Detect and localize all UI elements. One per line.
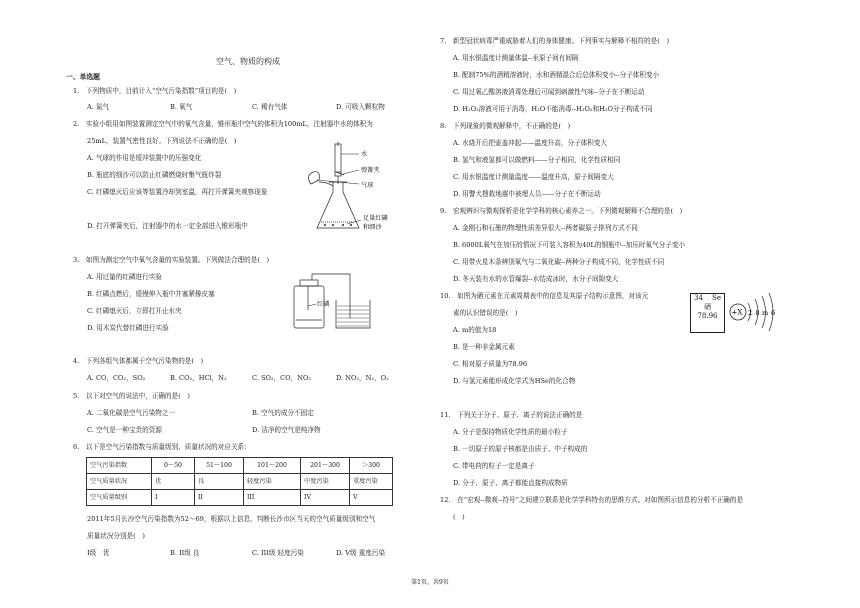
- page-title: 空气、物质的构成: [216, 57, 280, 66]
- shell-1: 2: [748, 309, 753, 317]
- table-row: [87, 458, 393, 474]
- q11-option-d: D. 分子、原子、离子都能直接构成物质: [453, 479, 568, 487]
- table-cell: IV: [301, 490, 350, 506]
- table-cell: II: [195, 490, 244, 506]
- syringe-icon: [335, 142, 341, 176]
- balloon-icon: [308, 172, 333, 186]
- q12-stem-line2: ( ): [453, 513, 465, 521]
- q9-option-a: A. 金刚石和石墨的物理性质差异很大--两者碳原子排列方式不同: [453, 224, 638, 232]
- q1-option-d: D. 可吸入颗粒物: [336, 103, 385, 111]
- table-cell: 空气污染指数: [87, 458, 152, 474]
- q12-stem-line1: 12. 在“宏观--微观--符号”之间建立联系是化学学科特有的思维方式。对如图所示信息的分析不正确的是: [440, 496, 744, 504]
- q5-option-c: C. 空气是一种宝贵的资源: [87, 426, 162, 434]
- q6-text-line1: 2011年5月长沙空气污染指数为52～69，根据以上信息，判断长沙市区当天的空气质量级别和空气: [87, 515, 376, 523]
- q11-option-c: C. 带电荷的粒子一定是离子: [453, 462, 535, 470]
- q5-option-b: B. 空气的成分不固定: [252, 409, 314, 417]
- q10-option-a: A. m的值为18: [453, 326, 497, 334]
- page-footer: 第1页，共9页: [411, 579, 449, 586]
- q6-index-table: [86, 457, 393, 506]
- q6-text-line2: 质量状况分别是( ): [87, 532, 145, 540]
- shell-3: m: [762, 309, 769, 317]
- element-symbol: Se: [712, 294, 721, 302]
- table-cell: 优: [152, 474, 195, 490]
- q11-stem: 11. 下列关于分子、原子、离子的说法正确的是: [440, 411, 583, 419]
- q10-stem-line2: 素的认识错误的是( ): [453, 309, 518, 317]
- q6-option-a: I级 优: [87, 549, 110, 557]
- q2-label-balloon: 气球: [361, 182, 374, 189]
- table-cell: 轻度污染: [244, 474, 301, 490]
- q9-option-c: C. 用带火星木条辨别氧气与二氧化碳--两种分子构成不同，化学性质不同: [453, 258, 665, 266]
- q3-option-d: D. 用木炭代替红磷进行实验: [87, 324, 169, 332]
- q7-option-c: C. 用过氧乙酸溶液消毒处理后可闻到刺激性气味--分子在不断运动: [453, 88, 645, 96]
- q1-option-c: C. 稀有气体: [252, 103, 288, 111]
- q2-stem-line1: 2. 实验小组用如图装置测定空气中的氧气含量，锥形瓶中空气的体积为100mL，注射器中水的体积为: [73, 120, 373, 128]
- q3-label-phosphorus: 红磷: [317, 301, 330, 308]
- q4-option-c: C. SO₂，CO，NO₂: [252, 374, 312, 382]
- q7-option-d: D. H₂O₂溶液可用于消毒，H₂O不能消毒--H₂O₂和H₂O分子构成不同: [453, 105, 653, 113]
- table-cell: I: [152, 490, 195, 506]
- shell-4: 6: [771, 309, 776, 317]
- q9-stem: 9. 宏观辨识与微观探析是化学学科的核心素养之一。下列微观解释不合理的是( ): [440, 207, 683, 215]
- q3-apparatus-figure: [290, 270, 380, 332]
- q4-option-d: D. NO₂，N₂，O₂: [336, 374, 389, 382]
- q2-apparatus-figure: [303, 142, 413, 237]
- q5-stem: 5. 以下对空气的说法中，正确的是( ): [73, 392, 190, 400]
- tube-icon: [308, 274, 350, 318]
- q8-option-d: D. 用警犬搜救地震中被埋人员——分子在不断运动: [453, 190, 601, 198]
- q1-option-a: A. 氮气: [87, 103, 110, 111]
- q5-option-d: D. 洁净的空气是纯净物: [252, 426, 321, 434]
- q10-option-d: D. 与氢元素能形成化学式为HSe的化合物: [453, 377, 576, 385]
- table-cell: III: [244, 490, 301, 506]
- q7-option-a: A. 用水银温度计测量体温--汞原子间有间隔: [453, 54, 579, 62]
- q6-option-c: C. III级 轻度污染: [252, 549, 304, 557]
- q9-option-b: B. 6000L氧气在加压的情况下可装入容积为40L的钢瓶中--加压时氧气分子变小: [453, 241, 686, 249]
- q11-option-a: A. 分子是保持物质化学性质的最小粒子: [453, 428, 568, 436]
- q8-stem: 8. 下列现象的微观解释中，不正确的是( ): [440, 122, 571, 130]
- element-mass: 78.96: [697, 311, 718, 320]
- q9-option-d: D. 冬天装有水的水管爆裂--水结成冰时，水分子间隙变大: [453, 275, 619, 283]
- q3-option-c: C. 红磷熄灭后，立即打开止水夹: [87, 307, 182, 315]
- q2-stem-line2: 25mL，装置气密性良好。下列说法不正确的是( ): [87, 137, 237, 145]
- flask-icon: [317, 176, 359, 228]
- q3-option-a: A. 用过量的红磷进行实验: [87, 273, 162, 281]
- q7-option-b: B. 配制75%的酒精溶液时，水和酒精混合后总体积变小--分子体积变小: [453, 71, 660, 79]
- q4-option-b: B. CO₂，HCl，N₂: [170, 374, 227, 382]
- q11-option-b: B. 一切原子的原子核都是由质子、中子构成的: [453, 445, 588, 453]
- q7-stem: 7. 新型冠状病毒严重威胁着人们的身体健康。下列事实与解释不相符的是( ): [440, 37, 670, 45]
- table-cell: 201～300: [301, 458, 350, 474]
- table-cell: 空气质量级别: [87, 490, 152, 506]
- q2-label-clamp: 弹簧夹: [361, 167, 380, 174]
- table-cell: 空气质量状况: [87, 474, 152, 490]
- q8-option-a: A. 水烧开后把壶盖冲起——温度升高，分子体积变大: [453, 139, 608, 147]
- beaker-icon: [336, 300, 370, 328]
- q2-label-phosphorus: 足量红磷: [363, 215, 388, 222]
- q10-stem-line1: 10. 如图为硒元素在元素周期表中的信息及其原子结构示意图，对该元: [440, 292, 649, 300]
- nucleus-charge: +X: [731, 308, 743, 317]
- table-cell: V: [350, 490, 393, 506]
- q10-option-c: C. 相对原子质量为78.96: [453, 360, 528, 368]
- clamp-icon: [336, 172, 344, 175]
- periodic-element-card: [690, 293, 725, 333]
- q5-option-a: A. 二氧化碳是空气污染物之一: [87, 409, 176, 417]
- q1-option-b: B. 氧气: [170, 103, 193, 111]
- q2-label-water: 水: [361, 151, 368, 158]
- table-cell: 101～200: [244, 458, 301, 474]
- q3-option-b: B. 红磷点燃后，缓慢伸入瓶中并塞紧橡皮塞: [87, 290, 215, 298]
- table-cell: 中度污染: [301, 474, 350, 490]
- q4-stem: 4. 下列各组气体都属于空气污染物的是( ): [73, 357, 204, 365]
- table-cell: 良: [195, 474, 244, 490]
- q10-option-b: B. 是一种非金属元素: [453, 343, 515, 351]
- atom-structure-figure: [728, 291, 780, 333]
- q6-stem: 6. 以下是空气污染指数与质量级别、质量状况的对应关系：: [73, 443, 251, 451]
- table-cell: 0～50: [152, 458, 195, 474]
- q3-stem: 3. 如图为测定空气中氧气含量的实验装置。下列做法合理的是( ): [73, 256, 270, 264]
- q2-option-b: B. 瓶底的细沙可以防止红磷燃烧时集气瓶炸裂: [87, 171, 222, 179]
- q8-option-b: B. 氢气和液氢都可以做燃料——分子相同，化学性质相同: [453, 156, 621, 164]
- table-cell: 51～100: [195, 458, 244, 474]
- element-name: 硒: [704, 302, 711, 311]
- q6-option-d: D. V级 重度污染: [336, 549, 386, 557]
- table-row: [87, 490, 393, 506]
- q2-option-d: D. 打开弹簧夹后，注射器中的水一定全部进入锥形瓶中: [87, 222, 248, 230]
- table-cell: ＞300: [350, 458, 393, 474]
- table-cell: 重度污染: [350, 474, 393, 490]
- q8-option-c: C. 用水银温度计测量温度——温度升高，原子间隔变大: [453, 173, 614, 181]
- q2-option-a: A. 气球的作用是缓冲装置中的压强变化: [87, 154, 202, 162]
- q1-stem: 1. 下列物质中，目前计入“空气污染指数”项目的是( ): [73, 87, 237, 95]
- q2-label-sand: 和细沙: [363, 224, 382, 231]
- q2-option-c: C. 红磷熄灭后应该等装置冷却到室温，再打开弹簧夹观察现象: [87, 188, 268, 196]
- table-row: [87, 474, 393, 490]
- q4-option-a: A. CO，CO₂，SO₂: [87, 374, 146, 382]
- shell-2: 8: [755, 309, 760, 317]
- q6-option-b: B. II级 良: [170, 549, 200, 557]
- section-heading: 一、单选题: [66, 73, 100, 81]
- element-number: 34: [694, 294, 703, 302]
